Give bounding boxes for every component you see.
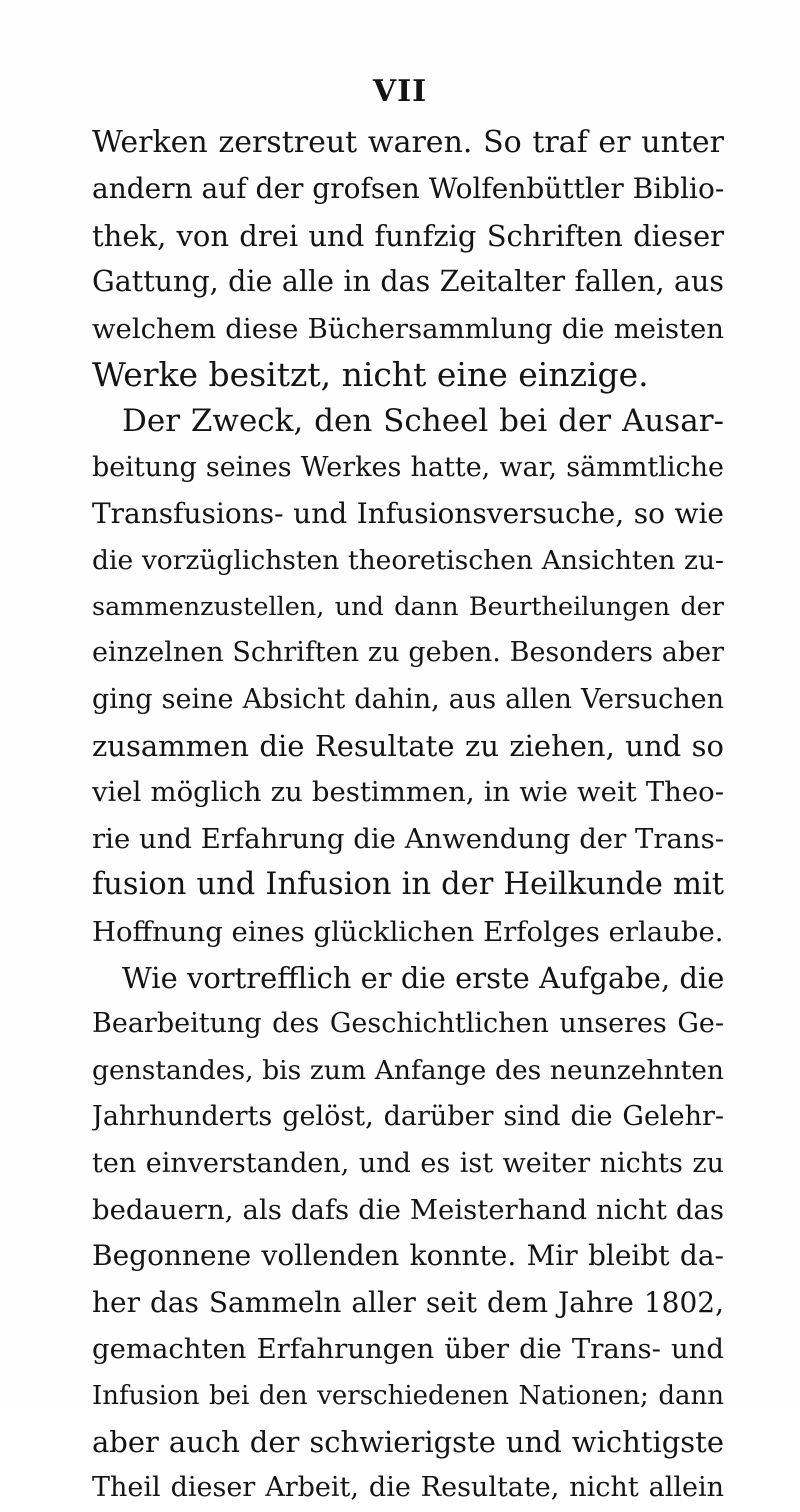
text-line: zusammen die Resultate zu ziehen, und so (92, 729, 724, 764)
text-line: fusion und Infusion in der Heilkunde mit (92, 867, 724, 903)
page-number: VII (372, 74, 428, 109)
body-text (92, 120, 724, 1512)
text-line: aber auch der schwierigste und wichtigste (92, 1424, 724, 1459)
text-line: rie und Erfahrung die Anwendung der Trans- (92, 822, 724, 855)
text-line: ten einverstanden, und es ist weiter nichts zu (92, 1147, 724, 1179)
text-line: Werke besitzt, nicht eine einzige. (92, 354, 649, 394)
text-line: Infusion bei den verschiedenen Nationen; dann (92, 1380, 724, 1411)
text-line: Begonnene vollenden konnte. Mir bleibt da- (92, 1239, 724, 1273)
text-line: ging seine Absicht dahin, aus allen Versuchen (92, 683, 724, 715)
text-line: Theil dieser Arbeit, die Resultate, nicht allein (92, 1472, 724, 1504)
text-line: Transfusions- und Infusionsversuche, so wie (92, 497, 724, 531)
text-line: Hoffnung eines glücklichen Erfolges erlaube. (92, 915, 724, 948)
text-line: Jahrhunderts gelöst, darüber sind die Gelehr- (92, 1101, 724, 1133)
text-line: viel möglich zu bestimmen, in wie weit Theo- (92, 776, 724, 809)
text-line: genstandes, bis zum Anfange des neunzehnten (92, 1054, 724, 1086)
text-line: Bearbeitung des Geschichtlichen unseres Ge- (92, 1008, 724, 1040)
text-line: welchem diese Büchersammlung die meisten (92, 312, 724, 345)
text-line: Gattung, die alle in das Zeitalter fallen, aus (92, 265, 724, 299)
text-line: her das Sammeln aller seit dem Jahre 1802, (92, 1285, 724, 1319)
text-line: sammenzustellen, und dann Beurtheilungen der (92, 591, 724, 622)
text-line: einzelnen Schriften zu geben. Besonders aber (92, 637, 724, 669)
text-line: Werken zerstreut waren. So traf er unter (92, 125, 724, 160)
text-line: bedauern, als dafs die Meisterhand nicht das (92, 1193, 724, 1226)
text-line: gemachten Erfahrungen über die Trans- und (92, 1333, 724, 1366)
text-line: Wie vortrefflich er die erste Aufgabe, die (122, 961, 724, 996)
text-line: beitung seines Werkes hatte, war, sämmtliche (92, 451, 724, 483)
text-line: die vorzüglichsten theoretischen Ansichten zu- (92, 544, 724, 576)
text-line: thek, von drei und funfzig Schriften dieser (92, 218, 724, 253)
text-line: Der Zweck, den Scheel bei der Ausar- (122, 403, 724, 440)
text-line: andern auf der grofsen Wolfenbüttler Biblio- (92, 172, 724, 206)
